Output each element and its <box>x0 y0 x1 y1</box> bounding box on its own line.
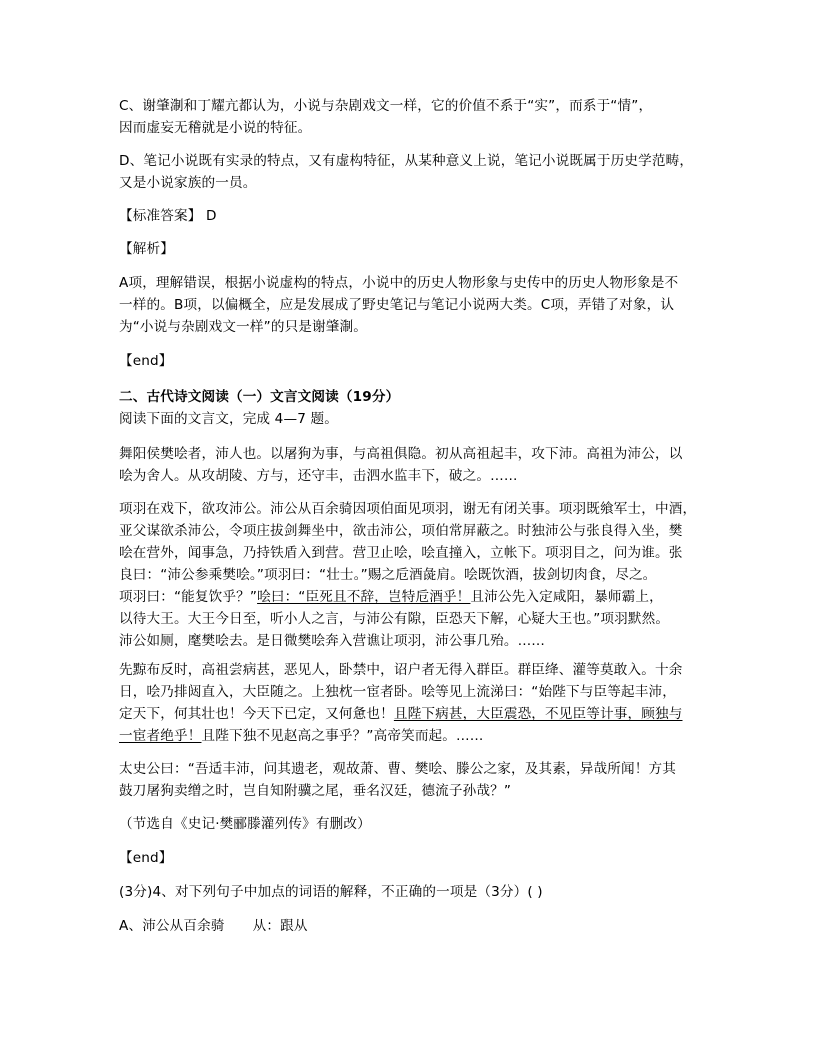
analysis-line-3: 为“小说与杂剧戏文一样”的只是谢肇淛。 <box>119 319 368 335</box>
analysis-label: 【解析】 <box>119 241 174 257</box>
option-c <box>119 95 709 139</box>
passage-p2-line-6: 以待大王。大王今日至，听小人之言，与沛公有隙，臣恐天下解，心疑大王也。”项羽默然。 <box>119 611 670 627</box>
option-a-gloss: 从：跟从 <box>252 918 308 934</box>
passage-source <box>119 813 709 835</box>
option-d <box>119 150 709 194</box>
passage-p3-line-4-end: 且陛下独不见赵高之事乎？”高帝笑而起。…… <box>201 728 484 744</box>
passage-p4-line-2: 鼓刀屠狗卖缯之时，岂自知附骥之尾，垂名汉廷，德流子孙哉？” <box>119 783 512 799</box>
passage-p4-line-1: 太史公曰：“吾适丰沛，问其遗老，观故萧、曹、樊哙、滕公之家，及其素，异哉所闻！方其 <box>119 761 676 777</box>
analysis-line-2: 一样的。B项，以偏概全，应是发展成了野史笔记与笔记小说两大类。C项，弄错了对象，认 <box>119 297 675 313</box>
passage-paragraph-3 <box>119 659 709 747</box>
passage-p1-line-2: 哙为舍人。从攻胡陵、方与，还守丰，击泗水监丰下，破之。…… <box>119 468 518 484</box>
option-d-line-2: 又是小说家族的一员。 <box>119 175 257 191</box>
section-2-heading-block <box>119 386 709 430</box>
passage-p2-line-7: 沛公如厕，麾樊哙去。是日微樊哙奔入营谯让项羽，沛公事几殆。…… <box>119 633 546 649</box>
analysis-heading <box>119 238 709 260</box>
section-2-instruction: 阅读下面的文言文，完成 4—7 题。 <box>119 411 338 427</box>
passage-p2-line-5-start: 项羽曰：“能复饮乎？” <box>119 589 258 605</box>
question-4-text: (3分)4、对下列句子中加点的词语的解释，不正确的一项是（3分）( ) <box>119 884 543 900</box>
section-2-title: 二、古代诗文阅读（一）文言文阅读（19分） <box>119 389 400 405</box>
passage-paragraph-4 <box>119 758 709 802</box>
passage-p3-line-3-start: 定天下，何其壮也！今天下已定，又何惫也！ <box>119 706 394 722</box>
option-a-sentence: A、沛公从百余骑 <box>119 918 225 934</box>
passage-p2-line-2: 亚父谋欲杀沛公，令项庄拔剑舞坐中，欲击沛公，项伯常屏蔽之。时独沛公与张良得入坐，樊 <box>119 523 683 539</box>
analysis-line-1: A项，理解错误，根据小说虚构的特点，小说中的历史人物形象与史传中的历史人物形象是不 <box>119 275 679 291</box>
passage-p3-line-2: 日，哙乃排闼直入，大臣随之。上独枕一宦者卧。哙等见上流涕曰：“始陛下与臣等起丰沛， <box>119 684 676 700</box>
end-label: 【end】 <box>119 353 173 369</box>
standard-answer <box>119 205 709 227</box>
passage-p2-line-1: 项羽在戏下，欲攻沛公。沛公从百余骑因项伯面见项羽，谢无有闭关事。项羽既飨军士，中酒， <box>119 501 697 517</box>
passage-p3-line-1: 先黥布反时，高祖尝病甚，恶见人，卧禁中，诏户者无得入群臣。群臣绛、灌等莫敢入。十余 <box>119 662 683 678</box>
underlined-sentence-1: 哙曰：“臣死且不辞，岂特卮酒乎！ <box>257 589 471 605</box>
underlined-sentence-2b: 一宦者绝乎！ <box>119 728 202 744</box>
passage-paragraph-2 <box>119 498 709 652</box>
end-marker-2 <box>119 847 709 869</box>
passage-p2-line-4: 良曰：“沛公参乘樊哙。”项羽曰：“壮士。”赐之卮酒彘肩。哙既饮酒，拔剑切肉食，尽之。 <box>119 567 657 583</box>
passage-p2-line-5-end: 且沛公先入定咸阳，暴师霸上， <box>470 589 663 605</box>
answer-label: 【标准答案】 <box>119 208 202 224</box>
option-c-line-1: C、谢肇淛和丁耀亢都认为，小说与杂剧戏文一样，它的价值不系于“实”，而系于“情”， <box>119 98 653 114</box>
passage-p2-line-5 <box>119 586 709 608</box>
passage-p1-line-1: 舞阳侯樊哙者，沛人也。以屠狗为事，与高祖俱隐。初从高祖起丰，攻下沛。高祖为沛公，以 <box>119 446 683 462</box>
passage-paragraph-1 <box>119 443 709 487</box>
question-4-stem <box>119 881 709 903</box>
option-c-line-2: 因而虚妄无稽就是小说的特征。 <box>119 120 312 136</box>
analysis-text <box>119 272 709 338</box>
option-d-line-1: D、笔记小说既有实录的特点，又有虚构特征，从某种意义上说，笔记小说既属于历史学范畴， <box>119 153 694 169</box>
answer-value: D <box>205 208 217 224</box>
end-label: 【end】 <box>119 850 173 866</box>
source-note: （节选自《史记·樊郦滕灌列传》有删改） <box>119 816 371 832</box>
underlined-sentence-2a: 且陛下病甚，大臣震恐，不见臣等计事，顾独与 <box>393 706 683 722</box>
question-4-option-a <box>119 915 709 937</box>
passage-p2-line-3: 哙在营外，闻事急，乃持铁盾入到营。营卫止哙，哙直撞入，立帐下。项羽目之，问为谁。张 <box>119 545 683 561</box>
passage-p3-line-3 <box>119 703 709 725</box>
end-marker-1 <box>119 350 709 372</box>
passage-p3-line-4 <box>119 725 709 747</box>
